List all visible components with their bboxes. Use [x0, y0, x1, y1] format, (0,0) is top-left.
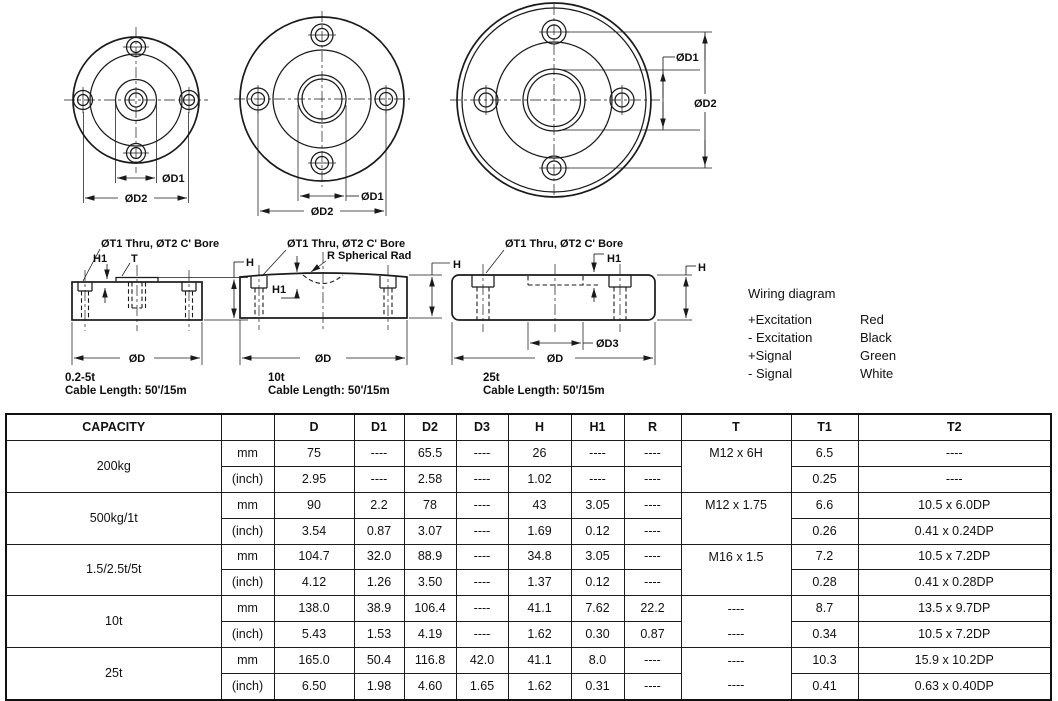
dim-label-t: T	[131, 253, 138, 265]
value-cell: 1.65	[456, 674, 508, 700]
dim-label-h: H	[453, 259, 461, 271]
table-row	[6, 492, 1051, 518]
header-t1: T1	[791, 414, 858, 441]
value-cell: 1.53	[354, 622, 404, 648]
value-cell: ----	[456, 492, 508, 518]
value-cell: ----	[624, 674, 681, 700]
value-cell: 43	[508, 492, 571, 518]
value-cell: ----	[624, 492, 681, 518]
dim-label-h1: H1	[607, 253, 622, 265]
spherical-note: R Spherical Rad	[327, 250, 412, 262]
capacity-cell: 500kg/1t	[6, 492, 221, 544]
value-cell: 3.50	[404, 570, 456, 596]
side-view-10t	[240, 238, 461, 397]
thread-value: M16 x 1.5	[708, 549, 764, 564]
value-cell: 0.31	[571, 674, 624, 700]
wiring-row	[748, 347, 896, 365]
model-name: 0.2-5t	[65, 372, 96, 384]
value-cell: 78	[404, 492, 456, 518]
capacity-cell: 200kg	[6, 441, 221, 493]
value-cell: ----	[354, 441, 404, 467]
value-cell: ----	[624, 441, 681, 467]
value-cell: 0.87	[354, 518, 404, 544]
value-cell: 165.0	[274, 648, 354, 674]
value-cell: ----	[858, 466, 1051, 492]
value-cell: 34.8	[508, 544, 571, 570]
value-cell: 0.12	[571, 570, 624, 596]
model-name: 25t	[483, 372, 500, 384]
dim-label-d2: ØD2	[124, 193, 148, 205]
header-h1: H1	[571, 414, 624, 441]
dim-label-d: ØD	[546, 353, 564, 365]
value-cell: 0.25	[791, 466, 858, 492]
value-cell: 0.41 x 0.28DP	[858, 570, 1051, 596]
value-cell: 104.7	[274, 544, 354, 570]
value-cell: ----	[456, 466, 508, 492]
value-cell: 1.02	[508, 466, 571, 492]
value-cell: 10.5 x 7.2DP	[858, 622, 1051, 648]
thread-cell	[681, 596, 791, 648]
value-cell: 3.05	[571, 492, 624, 518]
value-cell: 1.62	[508, 622, 571, 648]
unit-cell: (inch)	[221, 570, 274, 596]
value-cell: 0.12	[571, 518, 624, 544]
value-cell: 6.6	[791, 492, 858, 518]
wiring-color: Black	[860, 330, 892, 345]
unit-cell: mm	[221, 492, 274, 518]
unit-cell: (inch)	[221, 622, 274, 648]
header-capacity: CAPACITY	[6, 414, 221, 441]
value-cell: 7.62	[571, 596, 624, 622]
capacity-cell: 10t	[6, 596, 221, 648]
thread-value: ----	[727, 626, 745, 641]
value-cell: 26	[508, 441, 571, 467]
value-cell: 0.41 x 0.24DP	[858, 518, 1051, 544]
dim-label-d3: ØD3	[596, 338, 619, 350]
wiring-signal-label: - Excitation	[748, 330, 813, 345]
value-cell: ----	[624, 518, 681, 544]
thread-cell	[681, 492, 791, 544]
dim-label-h1: H1	[272, 284, 287, 296]
header-h: H	[508, 414, 571, 441]
wiring-signal-label: - Signal	[748, 366, 793, 381]
value-cell: ----	[456, 570, 508, 596]
wiring-diagram	[748, 286, 896, 383]
value-cell: 0.63 x 0.40DP	[858, 674, 1051, 700]
unit-cell: mm	[221, 596, 274, 622]
dim-label-d1: ØD1	[361, 191, 384, 203]
wiring-color: Red	[860, 312, 884, 327]
thread-value	[682, 466, 791, 491]
wiring-color: White	[860, 366, 894, 381]
value-cell: 6.5	[791, 441, 858, 467]
value-cell: 65.5	[404, 441, 456, 467]
value-cell: 138.0	[274, 596, 354, 622]
value-cell: 2.95	[274, 466, 354, 492]
dim-label-d1: ØD1	[676, 52, 699, 64]
thread-value	[682, 570, 791, 595]
cable-length: Cable Length: 50'/15m	[268, 385, 390, 397]
value-cell: ----	[624, 466, 681, 492]
value-cell: 0.26	[791, 518, 858, 544]
value-cell: ----	[456, 544, 508, 570]
side-view-25t	[452, 238, 706, 397]
header-d: D	[274, 414, 354, 441]
unit-cell: (inch)	[221, 518, 274, 544]
value-cell: ----	[456, 441, 508, 467]
bore-note: ØT1 Thru, ØT2 C' Bore	[287, 238, 406, 250]
thread-value	[682, 518, 791, 543]
thread-value: ----	[727, 678, 745, 693]
thread-value: M12 x 1.75	[705, 498, 767, 513]
header-unit	[221, 414, 274, 441]
value-cell: 7.2	[791, 544, 858, 570]
value-cell: 4.60	[404, 674, 456, 700]
thread-value: M12 x 6H	[709, 446, 763, 461]
table-row	[6, 544, 1051, 570]
value-cell: 10.5 x 7.2DP	[858, 544, 1051, 570]
value-cell: 0.87	[624, 622, 681, 648]
value-cell: ----	[571, 441, 624, 467]
value-cell: 41.1	[508, 596, 571, 622]
value-cell: 1.69	[508, 518, 571, 544]
table-row	[6, 596, 1051, 622]
bore-note: ØT1 Thru, ØT2 C' Bore	[505, 238, 624, 250]
value-cell: ----	[624, 648, 681, 674]
value-cell: ----	[456, 596, 508, 622]
header-t2: T2	[858, 414, 1051, 441]
value-cell: 6.50	[274, 674, 354, 700]
value-cell: 50.4	[354, 648, 404, 674]
value-cell: 32.0	[354, 544, 404, 570]
dim-label-d2: ØD2	[310, 206, 334, 218]
header-d2: D2	[404, 414, 456, 441]
value-cell: 75	[274, 441, 354, 467]
value-cell: ----	[456, 518, 508, 544]
value-cell: 5.43	[274, 622, 354, 648]
value-cell: 3.05	[571, 544, 624, 570]
value-cell: 42.0	[456, 648, 508, 674]
top-view-small	[64, 27, 208, 205]
dim-label-d1: ØD1	[162, 173, 185, 185]
value-cell: 13.5 x 9.7DP	[858, 596, 1051, 622]
thread-value: ----	[727, 653, 745, 668]
header-r: R	[624, 414, 681, 441]
value-cell: 1.26	[354, 570, 404, 596]
dim-label-d2: ØD2	[694, 98, 717, 110]
thread-value: ----	[727, 601, 745, 616]
value-cell: 90	[274, 492, 354, 518]
value-cell: 3.07	[404, 518, 456, 544]
dimension-table	[5, 413, 1052, 701]
value-cell: 0.34	[791, 622, 858, 648]
wiring-color: Green	[860, 348, 897, 363]
unit-cell: (inch)	[221, 466, 274, 492]
dim-label-d: ØD	[128, 353, 146, 365]
wiring-row	[748, 329, 896, 347]
wiring-row	[748, 365, 896, 383]
top-view-medium	[234, 11, 410, 218]
model-name: 10t	[268, 372, 285, 384]
value-cell: ----	[624, 544, 681, 570]
value-cell: 1.98	[354, 674, 404, 700]
wiring-title: Wiring diagram	[748, 286, 836, 301]
value-cell: 0.41	[791, 674, 858, 700]
capacity-cell: 1.5/2.5t/5t	[6, 544, 221, 596]
wiring-signal-label: +Signal	[748, 348, 792, 363]
top-view-large	[450, 3, 717, 198]
header-d3: D3	[456, 414, 508, 441]
bore-note: ØT1 Thru, ØT2 C' Bore	[101, 238, 220, 250]
dim-label-d: ØD	[314, 353, 332, 365]
value-cell: 116.8	[404, 648, 456, 674]
value-cell: 4.19	[404, 622, 456, 648]
value-cell: 10.3	[791, 648, 858, 674]
capacity-cell: 25t	[6, 648, 221, 700]
value-cell: ----	[354, 466, 404, 492]
value-cell: 1.37	[508, 570, 571, 596]
value-cell: ----	[456, 622, 508, 648]
value-cell: 0.30	[571, 622, 624, 648]
value-cell: 38.9	[354, 596, 404, 622]
dim-label-h: H	[698, 262, 706, 274]
unit-cell: mm	[221, 441, 274, 467]
dim-label-h1: H1	[93, 253, 108, 265]
cable-length: Cable Length: 50'/15m	[65, 385, 187, 397]
value-cell: 41.1	[508, 648, 571, 674]
thread-cell	[681, 648, 791, 700]
table-header-row	[6, 414, 1051, 441]
value-cell: 4.12	[274, 570, 354, 596]
table-row	[6, 441, 1051, 467]
cable-length: Cable Length: 50'/15m	[483, 385, 605, 397]
value-cell: 1.62	[508, 674, 571, 700]
header-t: T	[681, 414, 791, 441]
thread-cell	[681, 544, 791, 596]
value-cell: 0.28	[791, 570, 858, 596]
value-cell: ----	[858, 441, 1051, 467]
table-row	[6, 648, 1051, 674]
unit-cell: (inch)	[221, 674, 274, 700]
side-view-02-5t	[65, 238, 254, 397]
value-cell: 10.5 x 6.0DP	[858, 492, 1051, 518]
value-cell: 22.2	[624, 596, 681, 622]
value-cell: 2.2	[354, 492, 404, 518]
dim-label-h: H	[246, 257, 254, 269]
value-cell: 3.54	[274, 518, 354, 544]
header-d1: D1	[354, 414, 404, 441]
value-cell: 106.4	[404, 596, 456, 622]
value-cell: 2.58	[404, 466, 456, 492]
value-cell: 15.9 x 10.2DP	[858, 648, 1051, 674]
unit-cell: mm	[221, 544, 274, 570]
wiring-row	[748, 311, 896, 329]
value-cell: 8.7	[791, 596, 858, 622]
value-cell: 8.0	[571, 648, 624, 674]
unit-cell: mm	[221, 648, 274, 674]
thread-cell	[681, 441, 791, 493]
value-cell: 88.9	[404, 544, 456, 570]
value-cell: ----	[624, 570, 681, 596]
wiring-signal-label: +Excitation	[748, 312, 812, 327]
value-cell: ----	[571, 466, 624, 492]
